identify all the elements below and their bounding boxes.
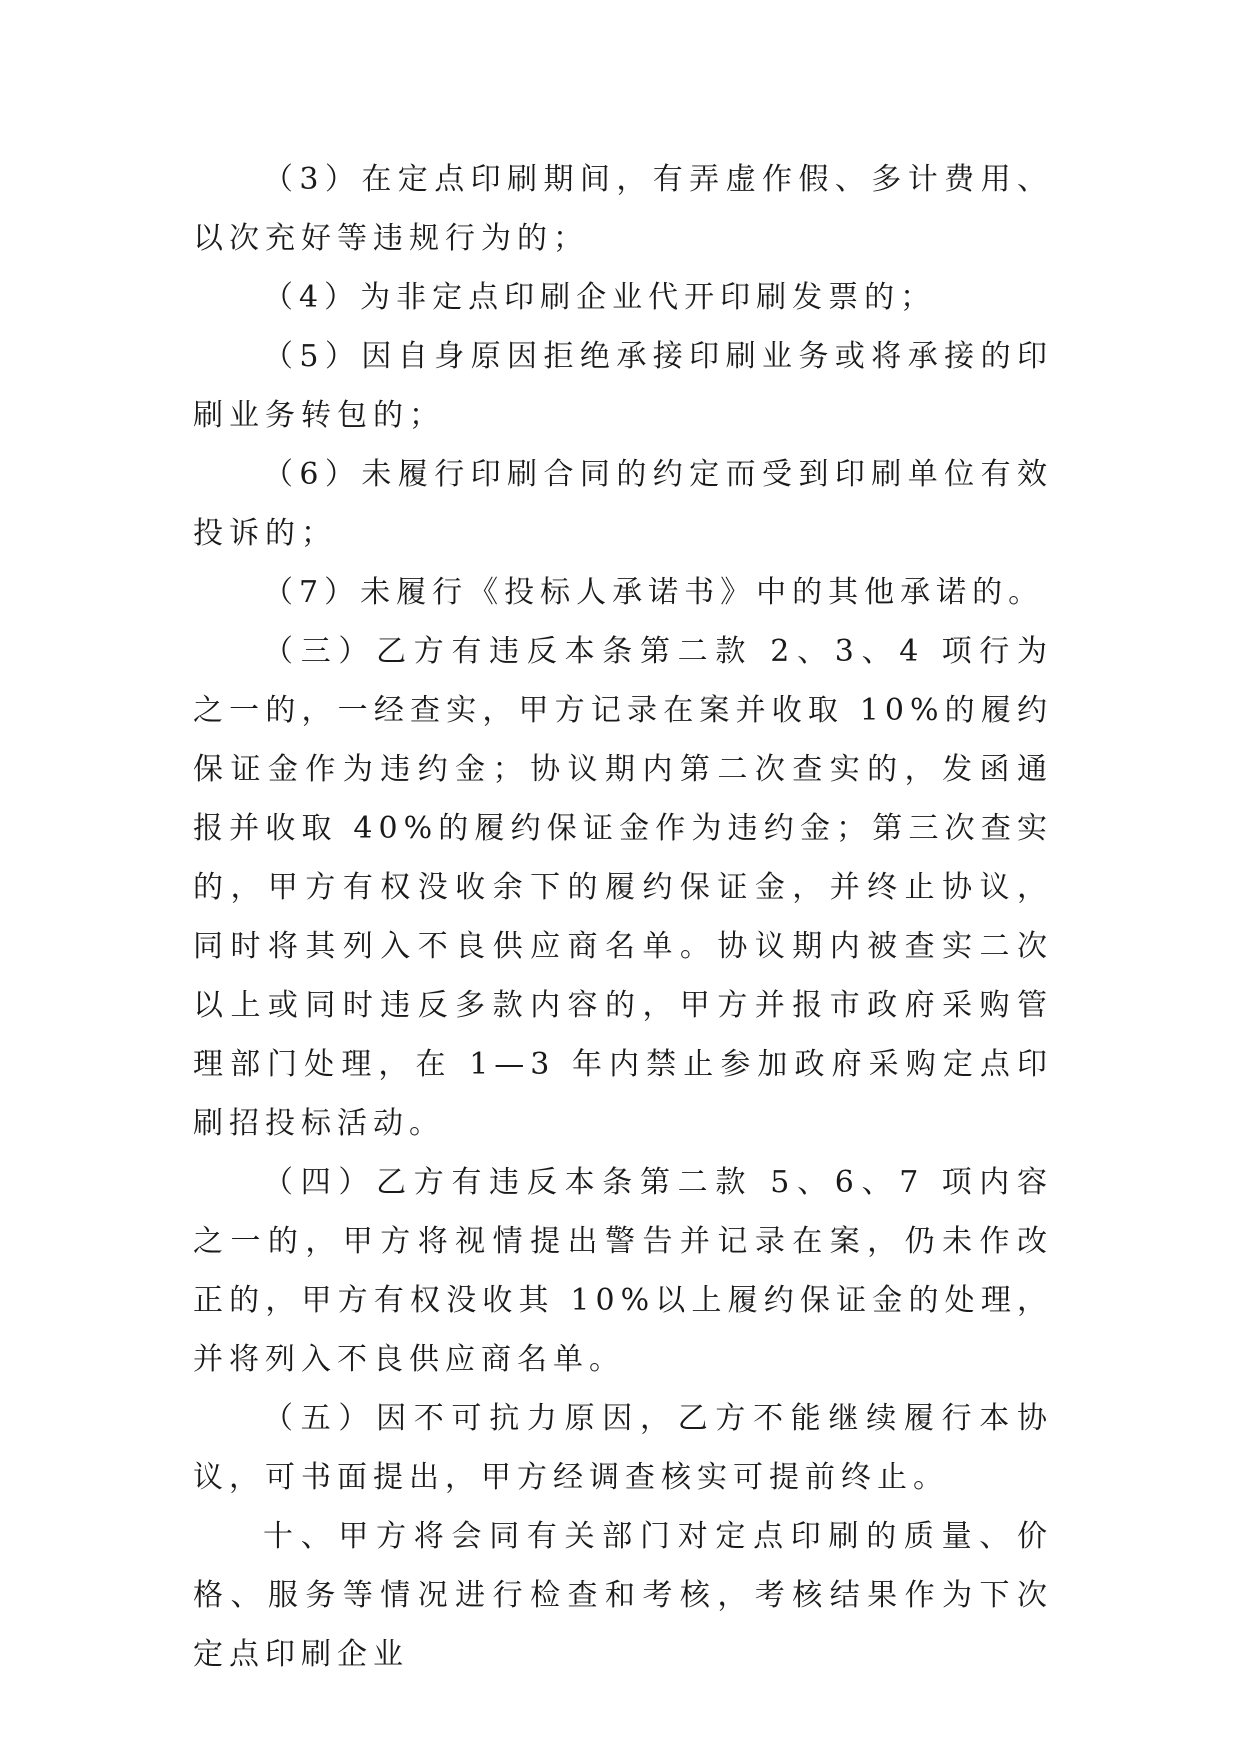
paragraph-clause-5: （五）因不可抗力原因，乙方不能继续履行本协议，可书面提出，甲方经调查核实可提前终止。 — [193, 1401, 1053, 1495]
paragraph-item-6: （6）未履行印刷合同的约定而受到印刷单位有效投诉的； — [193, 457, 1053, 551]
paragraph-clause-3: （三）乙方有违反本条第二款 2、3、4 项行为之一的，一经查实，甲方记录在案并收取 10%的履约保证金作为违约金；协议期内第二次查实的，发函通报并收取 40%的履约保证金作为违约金；第三次查实的，甲方有权没收余下的履约保证金，并终止协议，同时将其列入不良供应商名单。协议期内被查实二次以上或同时违反多款内容的，甲方并报市政府采购管理部门处理，在 1—3 年内禁止参加政府采购定点印刷招投标活动。 — [193, 634, 1053, 1141]
paragraph-item-3: （3）在定点印刷期间，有弄虚作假、多计费用、以次充好等违规行为的； — [193, 162, 1053, 256]
paragraph-item-5: （5）因自身原因拒绝承接印刷业务或将承接的印刷业务转包的； — [193, 339, 1053, 433]
document-body — [193, 150, 1053, 1684]
paragraph-article-10: 十、甲方将会同有关部门对定点印刷的质量、价格、服务等情况进行检查和考核，考核结果作为下次定点印刷企业 — [193, 1519, 1053, 1672]
paragraph-clause-4: （四）乙方有违反本条第二款 5、6、7 项内容之一的，甲方将视情提出警告并记录在案，仍未作改正的，甲方有权没收其 10%以上履约保证金的处理，并将列入不良供应商名单。 — [193, 1165, 1053, 1377]
paragraph-item-7: （7）未履行《投标人承诺书》中的其他承诺的。 — [263, 575, 1045, 610]
paragraph-item-4: （4）为非定点印刷企业代开印刷发票的； — [263, 280, 937, 315]
